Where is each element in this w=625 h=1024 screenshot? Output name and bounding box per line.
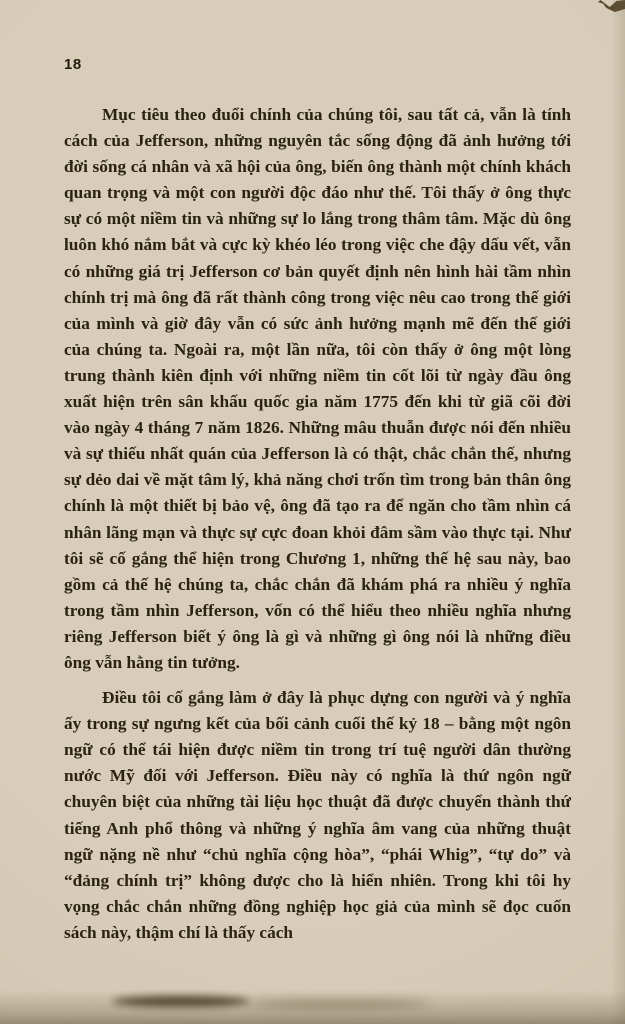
body-text	[64, 102, 571, 955]
page-number: 18	[64, 56, 82, 73]
scan-artifact-right-edge-shadow	[611, 0, 625, 1024]
scan-artifact-top-right-corner	[591, 0, 625, 20]
paragraph: Điều tôi cố gắng làm ở đây là phục dựng con người và ý nghĩa ấy trong sự ngưng kết của bối cảnh cuối thế kỷ 18 – bằng một ngôn ngữ có thể tái hiện được niềm tin trong trí tuệ người dân thường nước Mỹ đối với Jefferson. Điều này có nghĩa là thứ ngôn ngữ chuyên biệt của những tài liệu học thuật đã được chuyển thành thứ tiếng Anh phổ thông và những ý nghĩa âm vang của những thuật ngữ nặng nề như “chủ nghĩa cộng hòa”, “phái Whig”, “tự do” và “đảng chính trị” không được cho là hiển nhiên. Trong khi tôi hy vọng chắc chắn những đồng nghiệp học giả của mình sẽ đọc cuốn sách này, thậm chí là thấy cách	[64, 688, 571, 942]
scan-artifact-bottom-smudge-faint	[250, 1000, 430, 1008]
paragraph: Mục tiêu theo đuổi chính của chúng tôi, sau tất cả, vẫn là tính cách của Jefferson, những nguyên tắc sống động đã ảnh hưởng tới đời sống cá nhân và xã hội của ông, biến ông thành một chính khách quan trọng và một con người độc đáo như thế. Tôi thấy ở ông thực sự có một niềm tin và những sự lo lắng trong thâm tâm. Mặc dù ông luôn khó nắm bắt và cực kỳ khéo léo trong việc che đậy dấu vết, vẫn có những giá trị Jefferson cơ bản quyết định nên hình hài tầm nhìn chính trị mà ông đã rất thành công trong việc nêu cao trong thế giới của mình và giờ đây vẫn có sức ảnh hưởng mạnh mẽ đến thế giới của chúng ta. Ngoài ra, một lần nữa, tôi còn thấy ở ông một lòng trung thành kiên định với những niềm tin cốt lõi từ ngày đầu ông xuất hiện trên sân khấu quốc gia năm 1775 đến khi từ giã cõi đời vào ngày 4 tháng 7 năm 1826. Những mâu thuẫn được nói đến nhiều và sự thiếu nhất quán của Jefferson là có thật, chắc chắn thế, nhưng sự dẻo dai về mặt tâm lý, khả năng chơi trốn tìm trong bản thân ông chính là một thiết bị bảo vệ, ông đã tạo ra để ngăn cho tầm nhìn cá nhân lãng mạn và thực sự cực đoan khỏi đâm sầm vào thực tại. Như tôi sẽ cố gắng thể hiện trong Chương 1, những thế hệ sau này, bao gồm cả thế hệ chúng ta, chắc chắn đã khám phá ra nhiều ý nghĩa trong tầm nhìn Jefferson, vốn có thể hiểu theo nhiều nghĩa nhưng riêng Jefferson biết ý ông là gì và những gì ông nói là những điều ông vẫn hằng tin tưởng.	[64, 105, 571, 672]
scan-artifact-bottom-smudge	[112, 996, 250, 1007]
